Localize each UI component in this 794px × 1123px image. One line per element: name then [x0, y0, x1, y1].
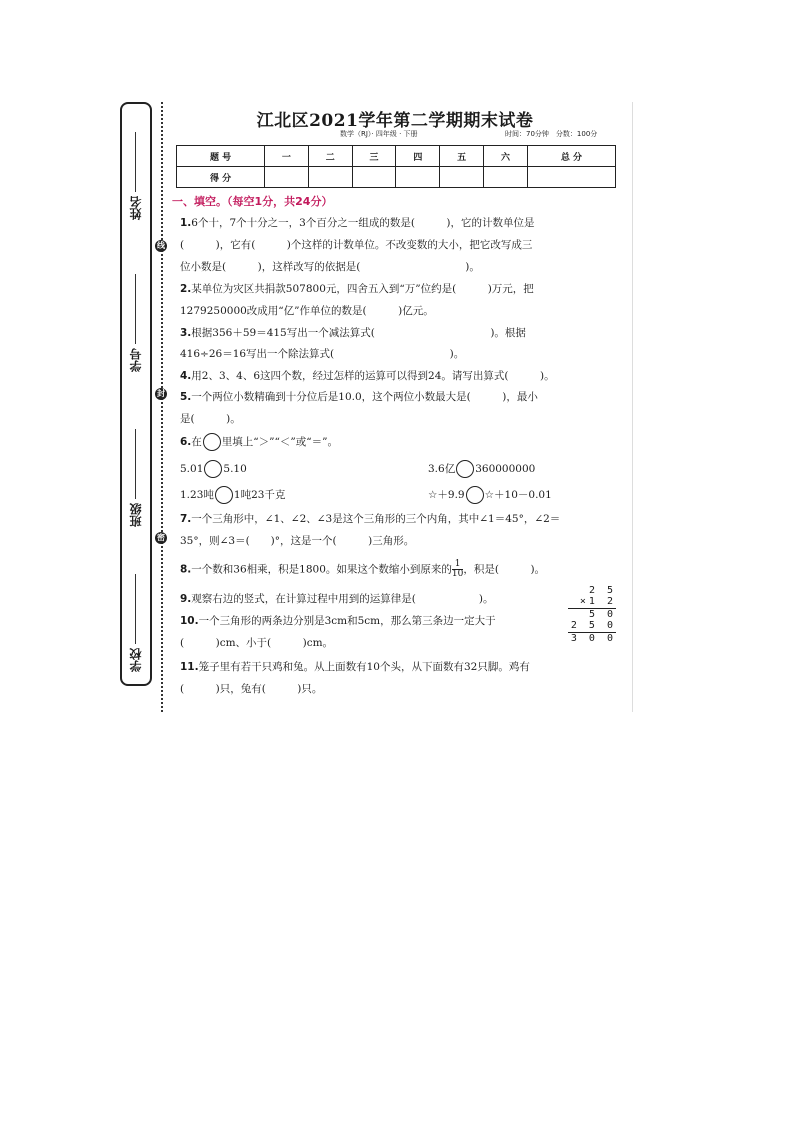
table-cell: 五: [440, 146, 484, 167]
question-5-line2: 是( )。: [180, 413, 241, 425]
table-cell: 六: [484, 146, 528, 167]
number-label: 学号: [128, 348, 143, 372]
question-9: 9.观察右边的竖式，在计算过程中用到的运算律是( )。: [180, 593, 494, 605]
seal-mi: 密: [157, 533, 165, 542]
binding-strip: [120, 102, 152, 686]
question-1-line2: ( )，它有( )个这样的计数单位。不改变数的大小，把它改写成三: [180, 239, 533, 251]
table-cell: 得 分: [177, 167, 265, 188]
score-cell[interactable]: [352, 167, 396, 188]
score-cell[interactable]: [265, 167, 309, 188]
name-field: [124, 132, 146, 220]
answer-circle[interactable]: [215, 486, 233, 504]
question-7-line2: 35°，则∠3＝( )°，这是一个( )三角形。: [180, 535, 415, 547]
question-4: 4.用2、3、4、6这四个数，经过怎样的运算可以得到24。请写出算式( )。: [180, 370, 555, 382]
question-3-line2: 416÷26＝16写出一个除法算式( )。: [180, 348, 465, 360]
subject-text: 数学（RJ）· 四年级 · 下册: [340, 130, 418, 138]
table-cell: 三: [352, 146, 396, 167]
class-field: [124, 429, 146, 527]
compare-circle-icon: [203, 433, 221, 451]
question-7: 7.一个三角形中，∠1、∠2、∠3是这个三角形的三个内角，其中∠1＝45°，∠2＝: [180, 513, 561, 525]
calc-row: ×1 2: [579, 595, 616, 607]
calc-row: 5 0: [588, 609, 616, 620]
score-cell[interactable]: [484, 167, 528, 188]
question-3: 3.根据356＋59＝415写出一个减法算式( )。根据: [180, 327, 526, 339]
answer-circle[interactable]: [466, 486, 484, 504]
score-table-header: [177, 146, 616, 167]
calc-row: 2 5 0: [570, 619, 616, 631]
score-cell[interactable]: [396, 167, 440, 188]
score-cell[interactable]: [527, 167, 615, 188]
fraction: $\frac{1}{10}$: [451, 559, 464, 579]
seal-feng: 封: [157, 389, 165, 398]
page-title: 江北区2021学年第二学期期末试卷: [256, 111, 534, 131]
school-field: [124, 574, 146, 672]
question-6-row1: 5.01 5.10 3.6亿 360000000: [180, 460, 620, 478]
question-10: 10.一个三角形的两条边分别是3cm和5cm，那么第三条边一定大于: [180, 615, 496, 627]
class-label: 班级: [128, 503, 143, 527]
calc-row: 3 0 0: [570, 633, 616, 644]
question-5: 5.一个两位小数精确到十分位后是10.0，这个两位小数最大是( )，最小: [180, 391, 538, 403]
score-cell[interactable]: [308, 167, 352, 188]
score-table-row: [177, 167, 616, 188]
seal-xian: 线: [157, 241, 165, 250]
name-label: 姓名: [128, 196, 143, 220]
question-6-row2: 1.23吨 1吨23千克 ☆＋9.9 ☆＋10－0.01: [180, 486, 620, 504]
section-title: 一、填空。（每空1分，共24分）: [172, 195, 333, 208]
vertical-calculation: [568, 586, 616, 645]
question-2: 2.某单位为灾区共捐款507800元，四舍五入到“万”位约是( )万元，把: [180, 283, 534, 295]
table-cell: 总 分: [527, 146, 615, 167]
number-field: [124, 274, 146, 372]
question-6: 6.在 里填上“＞”“＜”或“＝”。: [180, 433, 620, 451]
question-1-line3: 位小数是( )，这样改写的依据是( )。: [180, 261, 480, 273]
question-2-line2: 1279250000改成用“亿”作单位的数是( )亿元。: [180, 305, 434, 317]
question-11-line2: ( )只，兔有( )只。: [180, 683, 323, 695]
calc-row: 2 5: [588, 585, 616, 596]
question-8: 8.一个数和36相乘，积是1800。如果这个数缩小到原来的 $\frac{1}{10}$ ，积是( )。: [180, 559, 546, 579]
question-10-line2: ( )cm、小于( )cm。: [180, 637, 334, 649]
page-edge: [632, 102, 633, 712]
score-table: [176, 145, 616, 188]
answer-circle[interactable]: [204, 460, 222, 478]
question-1: 1.6个十，7个十分之一，3个百分之一组成的数是( )，它的计数单位是: [180, 217, 535, 229]
table-cell: 题 号: [177, 146, 265, 167]
table-cell: 四: [396, 146, 440, 167]
question-11: 11.笼子里有若干只鸡和兔。从上面数有10个头，从下面数有32只脚。鸡有: [180, 661, 530, 673]
school-label: 学校: [128, 648, 143, 672]
answer-circle[interactable]: [456, 460, 474, 478]
score-cell[interactable]: [440, 167, 484, 188]
table-cell: 二: [308, 146, 352, 167]
table-cell: 一: [265, 146, 309, 167]
time-score-text: 时间：70分钟 分数：100分: [505, 130, 598, 138]
cut-line: [161, 102, 163, 712]
